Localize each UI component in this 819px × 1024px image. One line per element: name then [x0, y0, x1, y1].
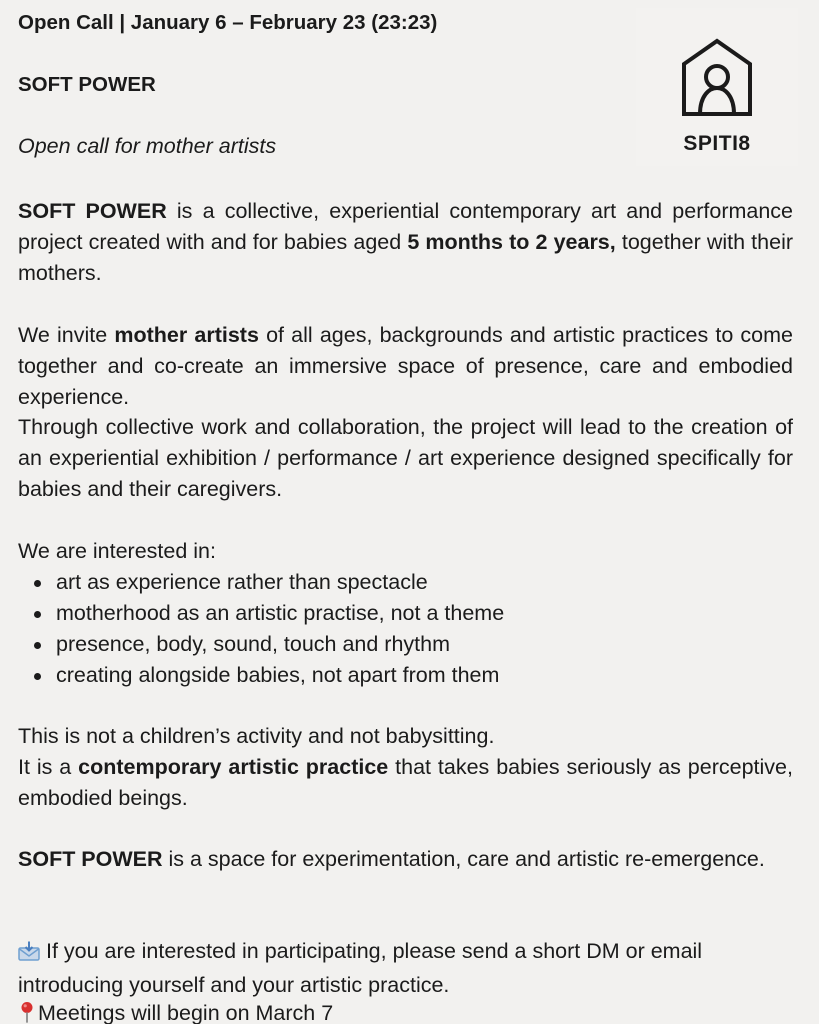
- collaboration-paragraph: Through collective work and collaboration, the project will lead to the creation of an experiential exhibition / performance / art experience designed specifically for babies and their caregivers.: [18, 415, 793, 501]
- meetings-text: Meetings will begin on March 7: [38, 1001, 334, 1024]
- spiti8-logo: [636, 8, 798, 166]
- project-name: SOFT POWER: [18, 199, 167, 223]
- envelope-arrow-icon: [18, 939, 40, 970]
- statement-text-a: It is a: [18, 755, 79, 779]
- list-item: motherhood as an artistic practise, not a theme: [18, 598, 793, 629]
- subtitle: Open call for mother artists: [18, 134, 277, 158]
- contact-paragraph: [18, 936, 793, 1001]
- invite-text-a: We invite: [18, 323, 115, 347]
- space-paragraph: [18, 844, 793, 875]
- interests-heading: We are interested in:: [18, 539, 216, 563]
- list-item: creating alongside babies, not apart from them: [18, 660, 793, 691]
- statement-highlight: contemporary artistic practice: [78, 755, 389, 779]
- list-item: art as experience rather than spectacle: [18, 567, 793, 598]
- meetings-line: [18, 998, 793, 1024]
- house-with-eight-icon: [636, 8, 798, 128]
- statement-paragraph: [18, 752, 793, 814]
- age-range: 5 months to 2 years,: [407, 230, 616, 254]
- logo-text: SPITI8: [683, 132, 751, 155]
- list-item: presence, body, sound, touch and rhythm: [18, 629, 793, 660]
- intro-paragraph: [18, 196, 793, 289]
- open-call-heading: Open Call | January 6 – February 23 (23:23): [18, 11, 438, 34]
- statement-line: This is not a children’s activity and not babysitting.: [18, 724, 495, 748]
- intro-text-b: together with their mothers.: [18, 230, 793, 285]
- project-title: SOFT POWER: [18, 73, 156, 96]
- invite-text-b: of all ages, backgrounds and artistic practices to come together and co-create an immersive space of presence, care and embodied experience.: [18, 323, 794, 409]
- invite-paragraph: [18, 320, 793, 413]
- interests-list: [18, 567, 793, 691]
- project-name: SOFT POWER: [18, 847, 163, 871]
- contact-text: If you are interested in participating, please send a short DM or email introducing yourself and your artistic practice.: [18, 939, 703, 997]
- statement-text-b: that takes babies seriously as perceptive, embodied beings.: [18, 755, 793, 810]
- intro-text-a: is a collective, experiential contemporary art and performance project created with and for babies aged: [18, 199, 794, 254]
- space-text: is a space for experimentation, care and artistic re-emergence.: [162, 847, 765, 871]
- invite-highlight: mother artists: [114, 323, 259, 347]
- red-pin-icon: [18, 1001, 36, 1024]
